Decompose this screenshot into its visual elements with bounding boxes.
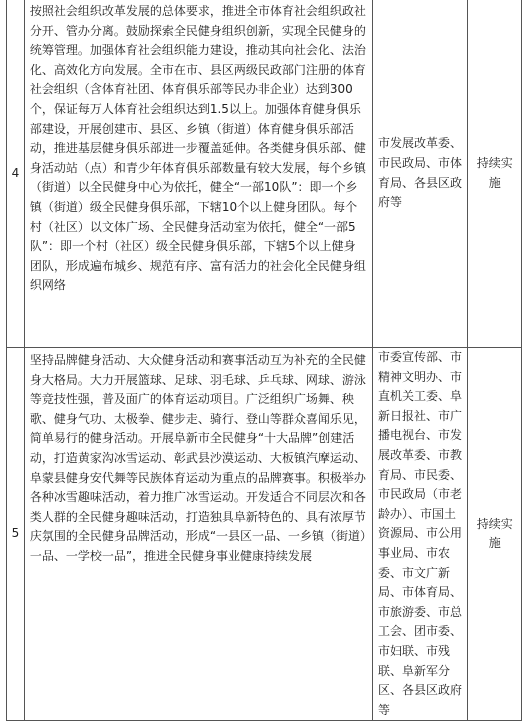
task-content: 坚持品牌健身活动、大众健身活动和赛事活动互为补充的全民健身大格局。大力开展篮球、足球、羽毛球、乒乓球、网球、游泳等竞技性强，普及面广的体育运动项目。广泛组织广场舞、秧歌、健身气功、太极拳、健步走、骑行、登山等群众喜闻乐见，简单易行的健身活动。开展阜新市全民健身“十大品牌”创建活动，打造黄家沟冰雪运动、彰武县沙漠运动、大板镇汽摩运动、阜蒙县健身安代舞等民族体育运动为重点的品牌赛事。积极举办各种冰雪趣味活动，着力推广冰雪运动。开发适合不同层次和各类人群的全民健身趣味活动，打造独具阜新特色的、具有浓厚节庆氛围的全民健身品牌活动，形成“一县区一品、一乡镇（街道）一品、一学校一品”，推进全民健身事业健康持续发展 [24, 348, 372, 721]
table-row [7, 0, 522, 348]
table-row [7, 348, 522, 721]
timeline: 持续实施 [468, 348, 522, 721]
responsible-departments: 市发展改革委、市民政局、市体育局、各县区政府等 [373, 0, 468, 348]
row-number: 4 [7, 0, 25, 348]
task-content: 按照社会组织改革发展的总体要求，推进全市体育社会组织政社分开、管办分离。鼓励探索全民健身组织创新，实现全民健身的统筹管理。加强体育社会组织能力建设，推动其向社会化、法治化、高效化方向发展。全市在市、县区两级民政部门注册的体育社会组织（含体育社团、体育俱乐部等民办非企业）达到300个，保证每万人体育社会组织达到1.5以上。加强体育健身俱乐部建设，开展创建市、县区、乡镇（街道）体育健身俱乐部活动，推进基层健身俱乐部进一步覆盖延伸。各类健身俱乐部、健身活动站（点）和青少年体育俱乐部数量有较大发展，每个乡镇（街道）以全民健身中心为依托，健全“一部10队”：即一个乡镇（街道）级全民健身俱乐部，下辖10个以上健身团队。每个村（社区）以文体广场、全民健身活动室为依托，健全“一部5队”：即一个村（社区）级全民健身俱乐部，下辖5个以上健身团队，形成遍布城乡、规范有序、富有活力的社会化全民健身组织网络 [24, 0, 372, 348]
policy-table [6, 0, 522, 721]
timeline: 持续实施 [468, 0, 522, 348]
row-number: 5 [7, 348, 25, 721]
responsible-departments: 市委宣传部、市精神文明办、市直机关工委、阜新日报社、市广播电视台、市发展改革委、市教育局、市民委、市民政局（市老龄办）、市国土资源局、市公用事业局、市农委、市文广新局、市体育局、市旅游委、市总工会、团市委、市妇联、市残联、阜新军分区、各县区政府等 [373, 348, 468, 721]
